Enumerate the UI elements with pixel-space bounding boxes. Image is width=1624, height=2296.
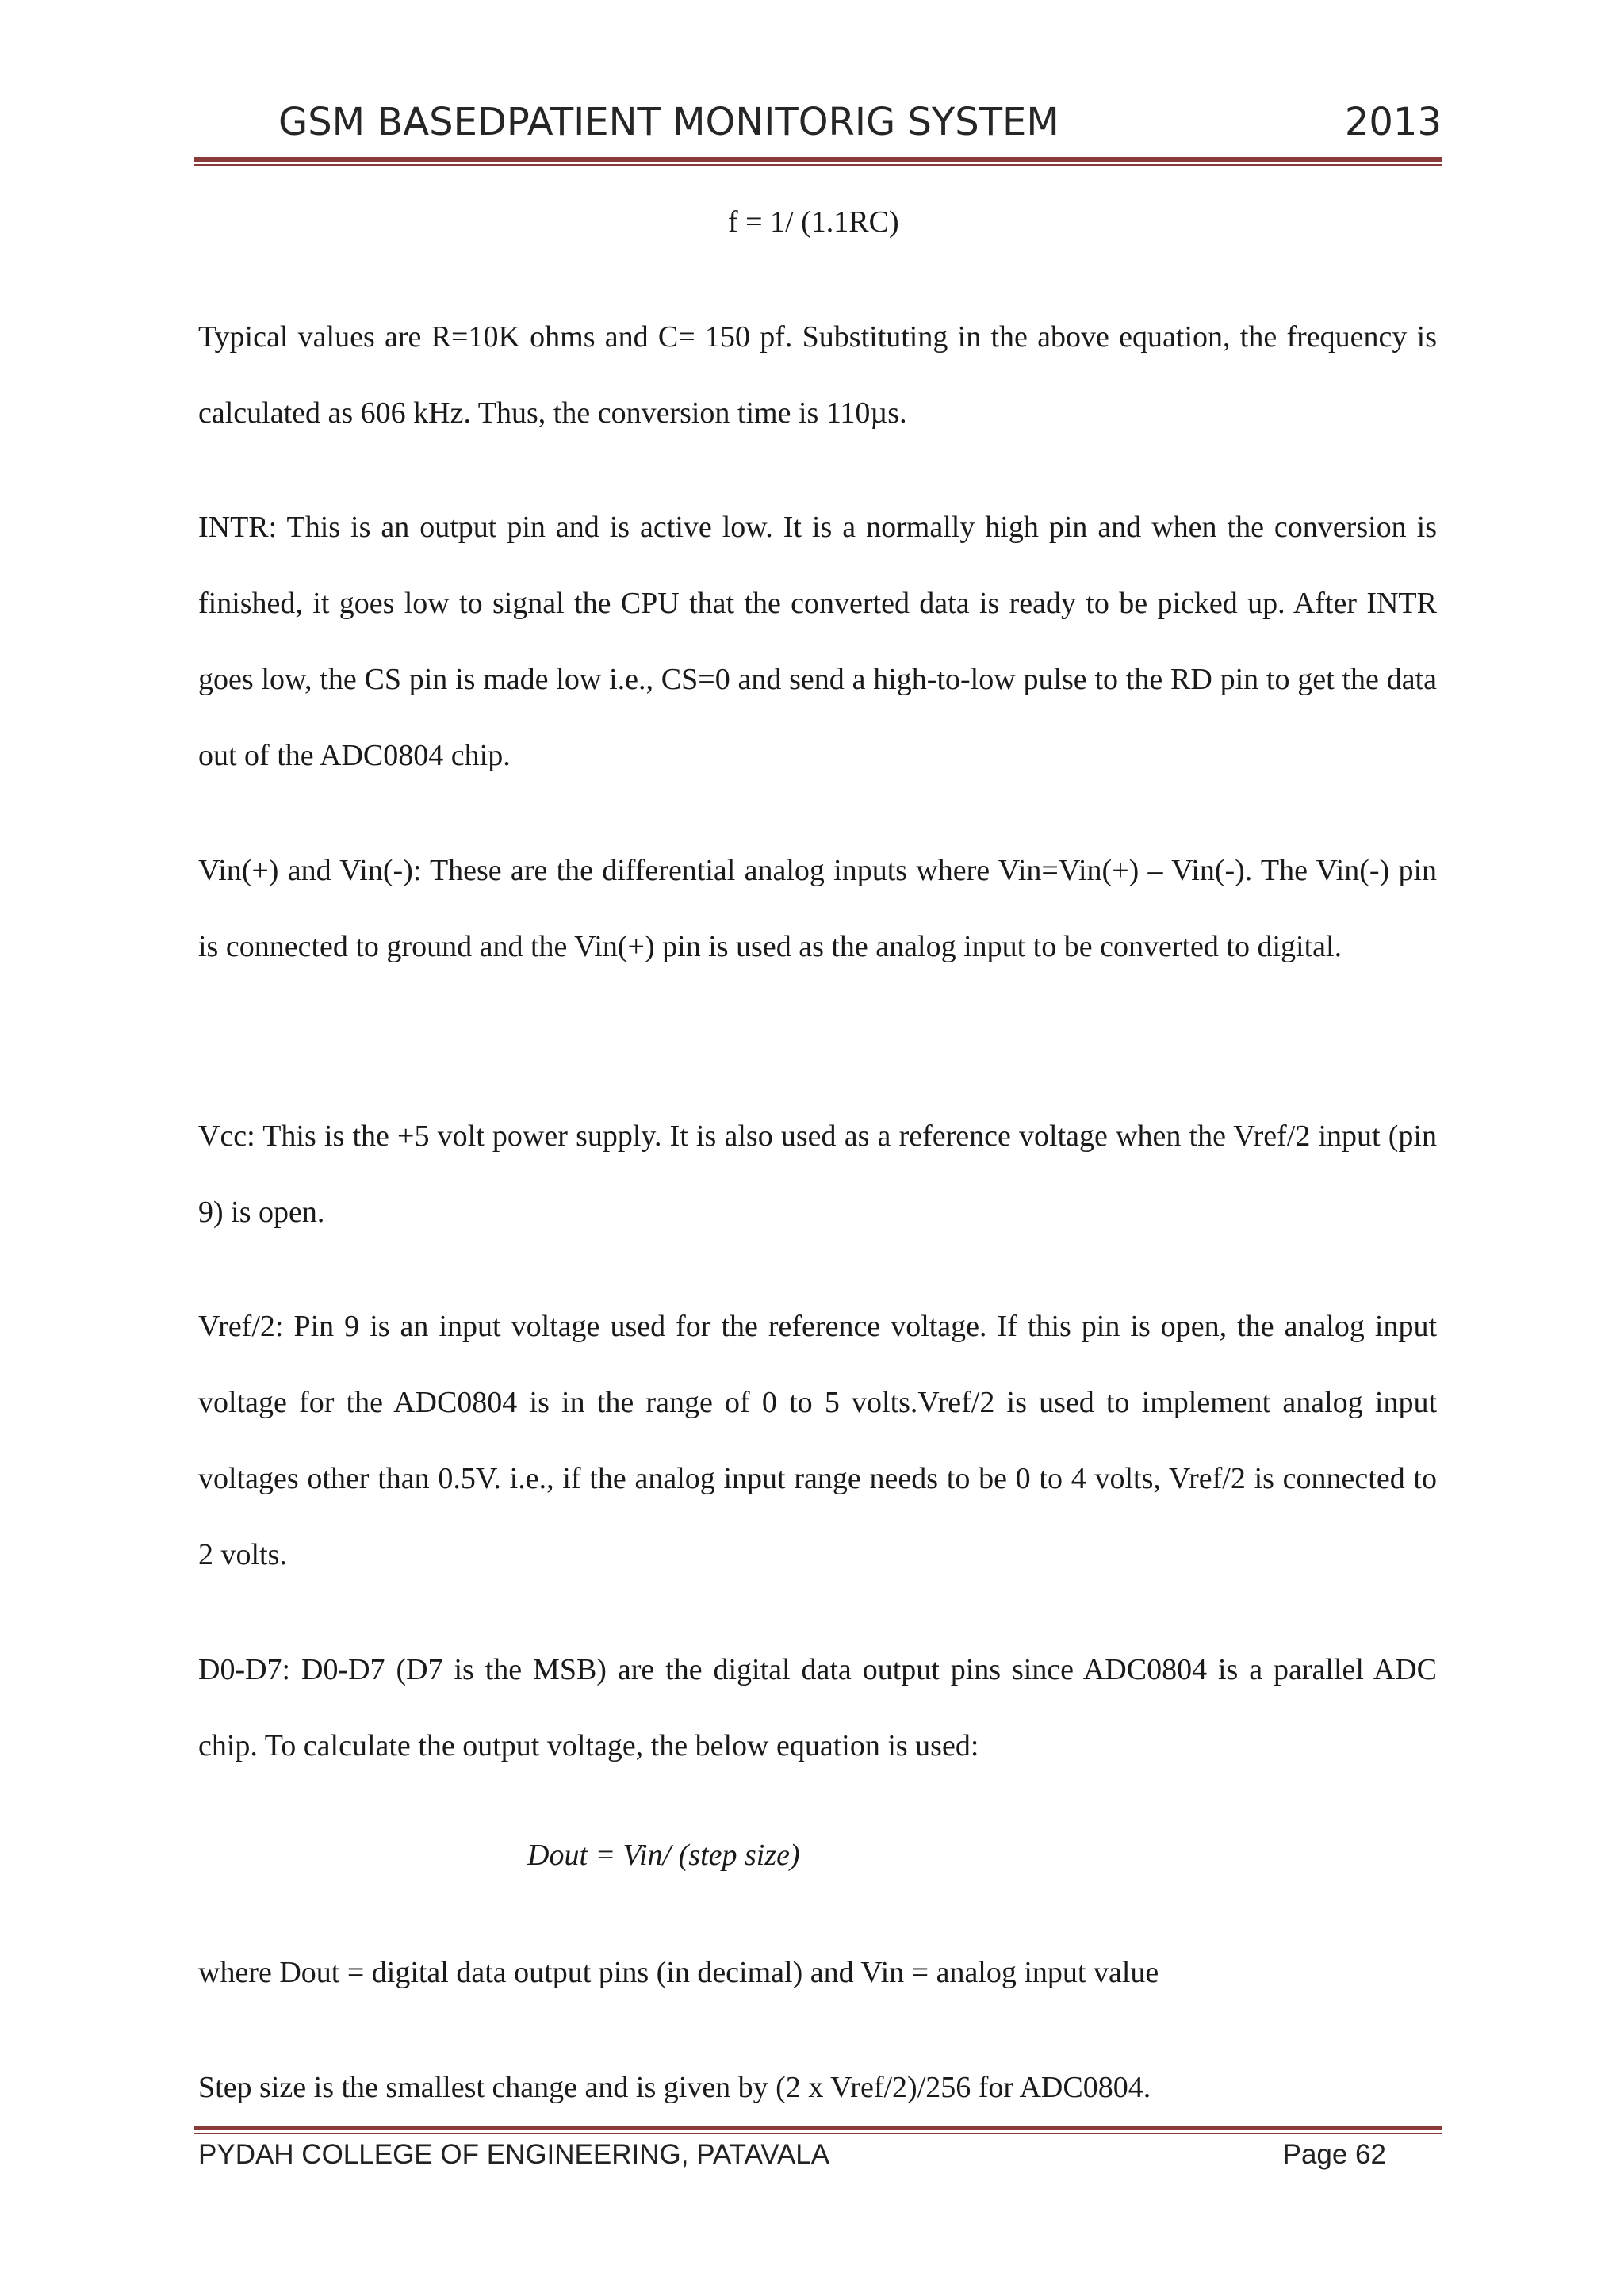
paragraph-vref (198, 1288, 1437, 1593)
header-rule-thin (194, 164, 1442, 166)
paragraph-text: Vcc: This is the +5 volt power supply. It is also used as a reference voltage when the Vref/2 input (pin 9) is open. (198, 1119, 1437, 1229)
paragraph-text: D0-D7: D0-D7 (D7 is the MSB) are the digital data output pins since ADC0804 is a parallel ADC chip. To calculate the output voltage, the below equation is used: (198, 1653, 1437, 1762)
paragraph-text: where Dout = digital data output pins (in decimal) and Vin = analog input value (198, 1956, 1159, 1989)
paragraph-text: INTR: This is an output pin and is active low. It is a normally high pin and when the conversion is finished, it goes low to signal the CPU that the converted data is ready to be picked up. After INTR goes low, the CS pin is made low i.e., CS=0 and send a high-to-low pulse to the RD pin to get the data out of the ADC0804 chip. (198, 511, 1437, 772)
paragraph-where (198, 1934, 1437, 2011)
footer-rule-thin (194, 2133, 1442, 2134)
footer-institution: PYDAH COLLEGE OF ENGINEERING, PATAVALA (198, 2139, 830, 2170)
paragraph-step-size (198, 2049, 1437, 2126)
paragraph-vin (198, 832, 1437, 985)
page-header (194, 100, 1442, 149)
paragraph-text: Vin(+) and Vin(-): These are the differential analog inputs where Vin=Vin(+) – Vin(-). The Vin(-) pin is connected to ground and the Vin(+) pin is used as the analog input to be converted to digital. (198, 854, 1437, 963)
paragraph-vcc (198, 1098, 1437, 1250)
header-rule (194, 157, 1442, 162)
paragraph-text: Step size is the smallest change and is given by (2 x Vref/2)/256 for ADC0804. (198, 2071, 1151, 2104)
page-number: Page 62 (1282, 2139, 1386, 2170)
header-year: 2013 (1344, 100, 1442, 144)
header-title: GSM BASEDPATIENT MONITORIG SYSTEM (278, 100, 1059, 144)
equation-dout: Dout = Vin/ (step size) (527, 1839, 800, 1872)
paragraph-typical-values (198, 299, 1437, 451)
paragraph-d0-d7 (198, 1632, 1437, 1784)
equation-frequency: f = 1/ (1.1RC) (728, 205, 899, 239)
paragraph-intr (198, 489, 1437, 794)
paragraph-text: Vref/2: Pin 9 is an input voltage used for the reference voltage. If this pin is open, the analog input voltage for the ADC0804 is in the range of 0 to 5 volts.Vref/2 is used to implement analog input voltages other than 0.5V. i.e., if the analog input range needs to be 0 to 4 volts, Vref/2 is connected to 2 volts. (198, 1310, 1437, 1571)
footer-rule (194, 2126, 1442, 2130)
paragraph-text: Typical values are R=10K ohms and C= 150 pf. Substituting in the above equation, the frequency is calculated as 606 kHz. Thus, the conversion time is 110µs. (198, 320, 1437, 430)
